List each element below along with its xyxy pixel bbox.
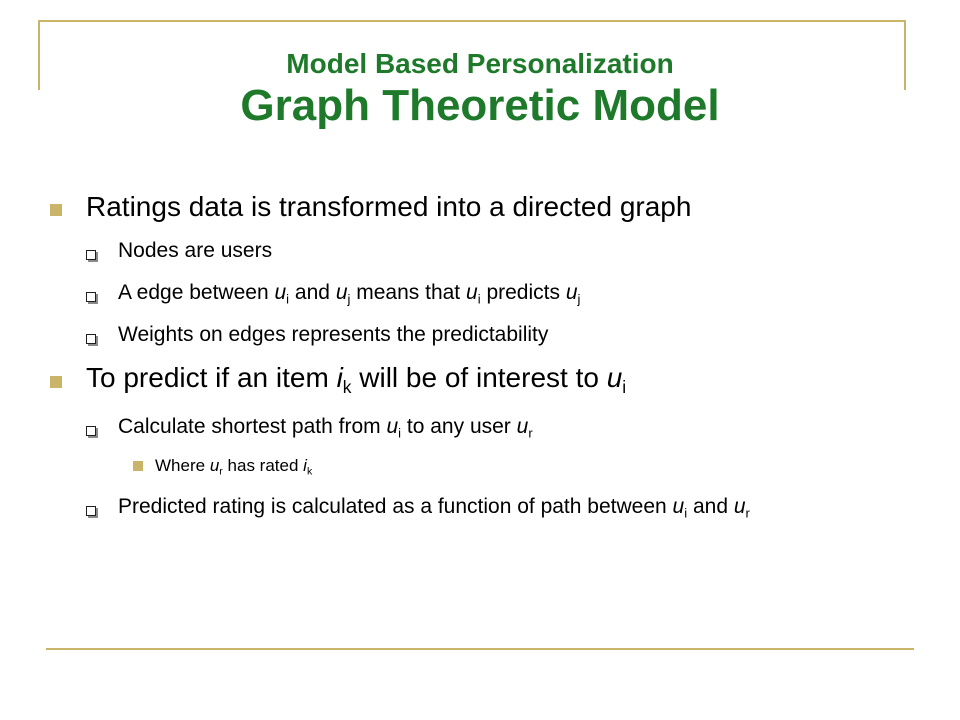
square-bullet-icon <box>50 376 62 388</box>
checkbox-bullet-icon <box>86 426 96 436</box>
bullet-weights: Weights on edges represents the predictability <box>118 323 549 346</box>
small-square-bullet-icon <box>133 461 143 471</box>
bullet-predicted-rating: Predicted rating is calculated as a function of path between $u_i$ and $u_r$ <box>118 495 750 521</box>
checkbox-bullet-icon <box>86 250 96 260</box>
bullet-edge: A edge between $u_i$ and $u_j$ means that $u_i$ predicts $u_j$ <box>118 281 581 307</box>
bullet-shortest-path: Calculate shortest path from $u_i$ to any user $u_r$ <box>118 415 533 441</box>
bullet-where: Where $u_r$ has rated $i_k$ <box>155 456 313 478</box>
square-bullet-icon <box>50 204 62 216</box>
bullet-ratings: Ratings data is transformed into a directed graph <box>86 191 692 222</box>
checkbox-bullet-icon <box>86 334 96 344</box>
checkbox-bullet-icon <box>86 506 96 516</box>
bullet-nodes: Nodes are users <box>118 239 273 262</box>
slide-title: Graph Theoretic Model <box>240 81 720 130</box>
bullet-predict: To predict if an item $i_k$ will be of interest to $u_i$ <box>86 362 627 398</box>
checkbox-bullet-icon <box>86 292 96 302</box>
slide-subtitle: Model Based Personalization <box>286 48 674 79</box>
